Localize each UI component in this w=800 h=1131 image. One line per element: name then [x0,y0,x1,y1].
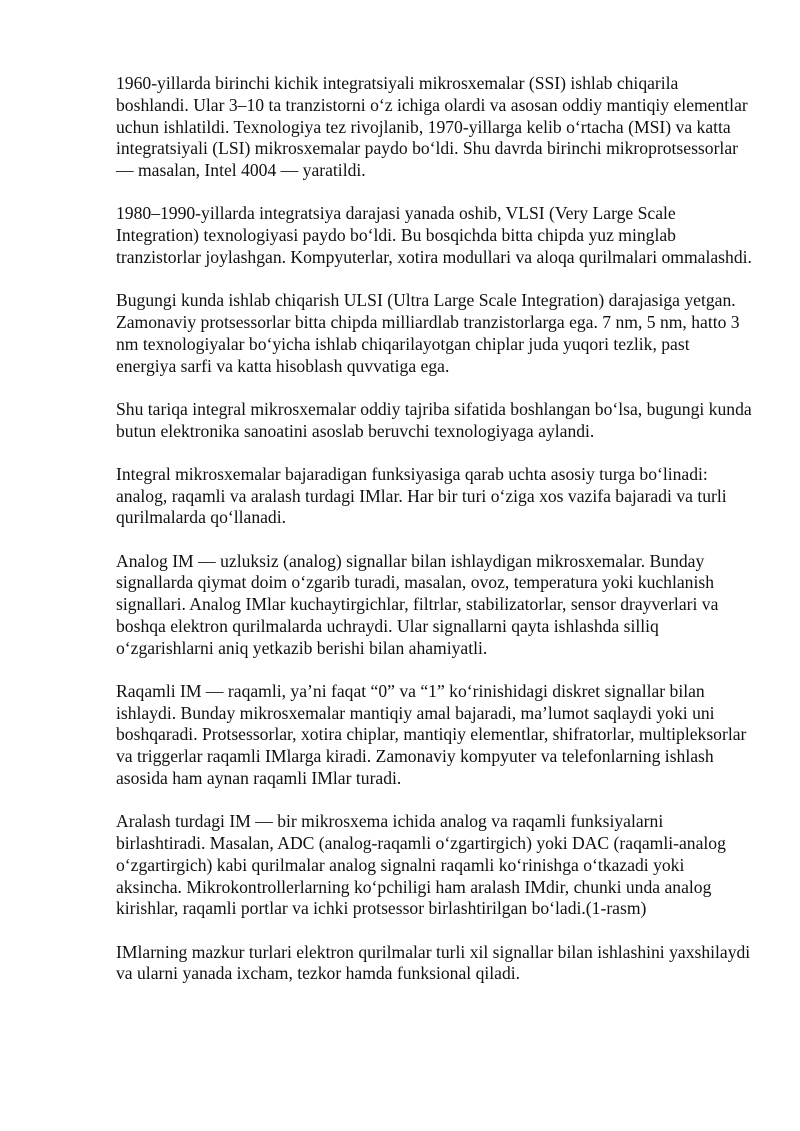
paragraph-history-summary: Shu tariqa integral mikrosxemalar oddiy tajriba sifatida boshlangan bo‘lsa, bugungi kunda butun elektronika sanoatini asoslab beruvchi texnologiyaga aylandi. [116,398,752,441]
paragraph-ulsi-today: Bugungi kunda ishlab chiqarish ULSI (Ultra Large Scale Integration) darajasiga yetgan. Zamonaviy protsessorlar bitta chipda milliardlab tranzistorlarga ega. 7 nm, 5 nm, hatto 3 nm texnologiyalar bo‘yicha ishlab chiqarilayotgan chiplar juda yuqori tezlik, past energiya sarfi va katta hisoblash quvvatiga ega. [116,290,740,376]
paragraph-ic-history-ssi-msi-lsi: 1960-yillarda birinchi kichik integratsiyali mikrosxemalar (SSI) ishlab chiqarila boshlandi. Ular 3–10 ta tranzistorni o‘z ichiga olardi va asosan oddiy mantiqiy elementlar uchun ishlatildi. Texnologiya tez rivojlanib, 1970-yillarga kelib o‘rtacha (MSI) va katta integratsiyali (LSI) mikrosxemalar paydo bo‘ldi. Shu davrda birinchi mikroprotsessorlar — masalan, Intel 4004 — yaratildi. [116,73,748,181]
document-page [116,73,752,1007]
paragraph-analog-ic: Analog IM — uzluksiz (analog) signallar bilan ishlaydigan mikrosxemalar. Bunday signallarda qiymat doim o‘zgarib turadi, masalan, ovoz, temperatura yoki kuchlanish signallari. Analog IMlar kuchaytirgichlar, filtrlar, stabilizatorlar, sensor drayverlari va boshqa elektron qurilmalarda uchraydi. Ular signallarni qayta ishlashda silliq o‘zgarishlarni aniq yetkazib berishi bilan ahamiyatli. [116,550,719,658]
paragraph-mixed-signal-ic: Aralash turdagi IM — bir mikrosxema ichida analog va raqamli funksiyalarni birlashtiradi. Masalan, ADC (analog-raqamli o‘zgartirgich) yoki DAC (raqamli-analog o‘zgartirgich) kabi qurilmalar analog signalni raqamli ko‘rinishga o‘tkazadi yoki aksincha. Mikrokontrollerlarning ko‘pchiligi ham aralash IMdir, chunki unda analog kirishlar, raqamli portlar va ichki protsessor birlashtirilgan bo‘ladi.(1-rasm) [116,811,726,919]
paragraph-conclusion: IMlarning mazkur turlari elektron qurilmalar turli xil signallar bilan ishlashini yaxshilaydi va ularni yanada ixcham, tezkor hamda funksional qiladi. [116,941,751,984]
paragraph-ic-types-intro: Integral mikrosxemalar bajaradigan funksiyasiga qarab uchta asosiy turga bo‘linadi: analog, raqamli va aralash turdagi IMlar. Har bir turi o‘ziga xos vazifa bajaradi va turli qurilmalarda qo‘llanadi. [116,463,727,528]
paragraph-digital-ic: Raqamli IM — raqamli, ya’ni faqat “0” va “1” ko‘rinishidagi diskret signallar bilan ishlaydi. Bunday mikrosxemalar mantiqiy amal bajaradi, ma’lumot saqlaydi yoki uni boshqaradi. Protsessorlar, xotira chiplar, mantiqiy elementlar, shifratorlar, multipleksorlar va triggerlar raqamli IMlarga kiradi. Zamonaviy kompyuter va telefonlarning ishlash asosida ham aynan raqamli IMlar turadi. [116,680,747,789]
paragraph-vlsi-era: 1980–1990-yillarda integratsiya darajasi yanada oshib, VLSI (Very Large Scale Integration) texnologiyasi paydo bo‘ldi. Bu bosqichda bitta chipda yuz minglab tranzistorlar joylashgan. Kompyuterlar, xotira modullari va aloqa qurilmalari ommalashdi. [116,203,752,267]
